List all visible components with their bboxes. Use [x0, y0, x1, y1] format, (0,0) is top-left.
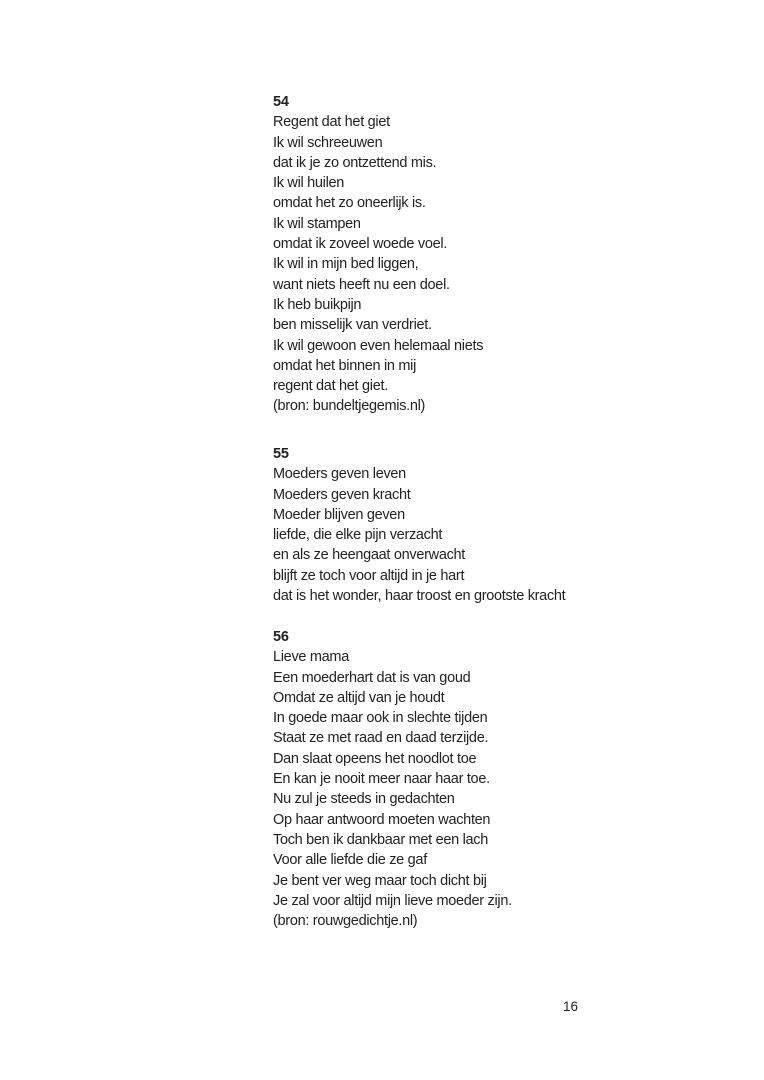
- poem-line: Toch ben ik dankbaar met een lach: [273, 831, 488, 848]
- poem-line: Nu zul je steeds in gedachten: [273, 791, 455, 808]
- poem-line: regent dat het giet.: [273, 378, 388, 395]
- poem-line: Voor alle liefde die ze gaf: [273, 852, 427, 869]
- poem-line: Je bent ver weg maar toch dicht bij: [273, 872, 487, 889]
- poem-55: [273, 444, 565, 606]
- poem-lines: [273, 464, 565, 606]
- poem-line: In goede maar ook in slechte tijden: [273, 710, 488, 727]
- poem-line: want niets heeft nu een doel.: [273, 276, 450, 293]
- poem-line: dat is het wonder, haar troost en grootste kracht: [273, 588, 566, 605]
- page-number: 16: [562, 999, 578, 1014]
- poem-54: [273, 92, 483, 417]
- poem-line: Op haar antwoord moeten wachten: [273, 811, 491, 828]
- poem-line: Ik wil stampen: [273, 215, 361, 232]
- poem-number: 54: [273, 94, 289, 110]
- poem-line: Ik wil gewoon even helemaal niets: [273, 337, 484, 354]
- poem-line: Moeders geven kracht: [273, 486, 411, 503]
- poem-line: Omdat ze altijd van je houdt: [273, 689, 445, 706]
- poem-line: Dan slaat opeens het noodlot toe: [273, 750, 477, 767]
- poem-line: omdat het zo oneerlijk is.: [273, 195, 426, 212]
- poem-line: Staat ze met raad en daad terzijde.: [273, 730, 489, 747]
- poem-line: liefde, die elke pijn verzacht: [273, 527, 443, 544]
- poem-line: dat ik je zo ontzettend mis.: [273, 154, 437, 171]
- poem-line: Ik wil huilen: [273, 175, 345, 192]
- poem-line: omdat ik zoveel woede voel.: [273, 236, 448, 253]
- poem-line: En kan je nooit meer naar haar toe.: [273, 771, 490, 788]
- poem-line: Een moederhart dat is van goud: [273, 669, 471, 686]
- poem-number: 55: [273, 446, 289, 462]
- poem-number: 56: [273, 629, 289, 645]
- poem-line: ben misselijk van verdriet.: [273, 317, 432, 334]
- poem-line: Je zal voor altijd mijn lieve moeder zijn.: [273, 892, 512, 909]
- poem-line: (bron: bundeltjegemis.nl): [273, 398, 426, 415]
- poem-line: Moeder blijven geven: [273, 506, 405, 523]
- poem-line: Ik heb buikpijn: [273, 296, 362, 313]
- poem-lines: [273, 647, 512, 931]
- poem-line: Ik wil in mijn bed liggen,: [273, 256, 419, 273]
- poem-line: (bron: rouwgedichtje.nl): [273, 913, 418, 930]
- poem-line: Ik wil schreeuwen: [273, 134, 383, 151]
- poem-line: Regent dat het giet: [273, 114, 390, 131]
- poem-line: blijft ze toch voor altijd in je hart: [273, 567, 465, 584]
- poem-line: en als ze heengaat onverwacht: [273, 547, 466, 564]
- poem-line: Lieve mama: [273, 649, 349, 666]
- poem-line: Moeders geven leven: [273, 466, 406, 483]
- poem-lines: [273, 112, 483, 416]
- poem-56: [273, 627, 512, 931]
- poem-line: omdat het binnen in mij: [273, 357, 417, 374]
